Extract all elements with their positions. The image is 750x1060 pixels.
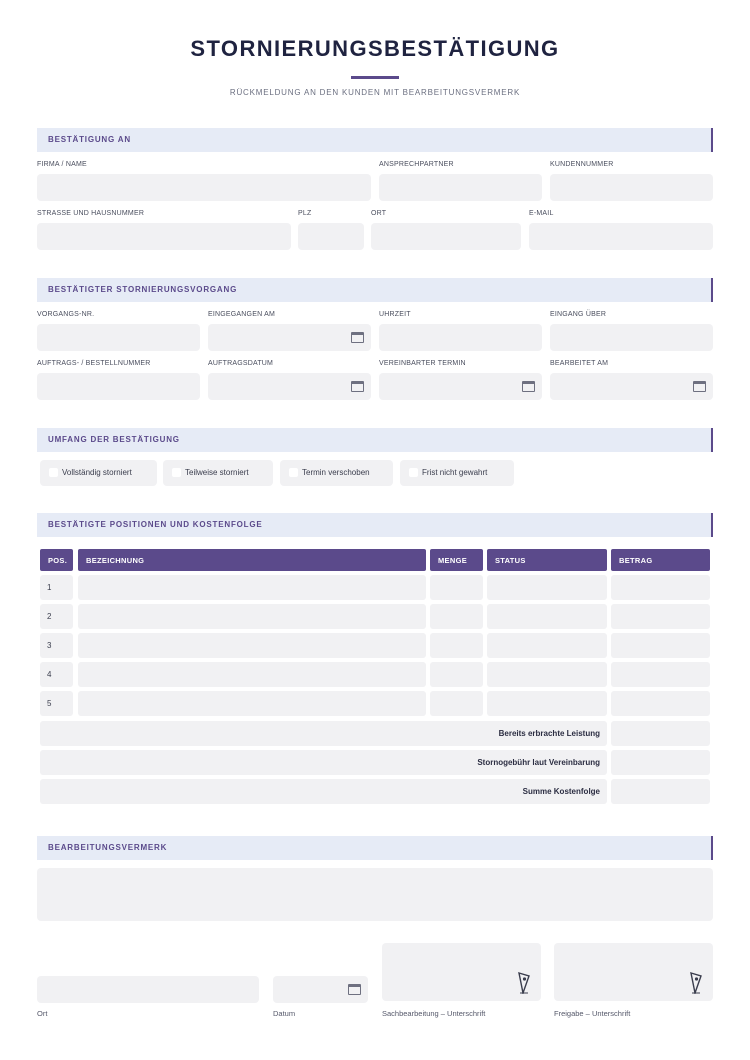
signature-box-approval[interactable] xyxy=(554,943,713,1001)
place-field[interactable] xyxy=(37,976,259,1003)
description-cell[interactable] xyxy=(78,604,426,629)
page-title: STORNIERUNGSBESTÄTIGUNG xyxy=(190,36,560,61)
checkbox-partial-cancel[interactable] xyxy=(163,460,273,486)
amount-cell[interactable] xyxy=(611,604,710,629)
summary-value-total[interactable] xyxy=(611,779,710,804)
signature-clerk-label: Sachbearbeitung – Unterschrift xyxy=(382,1009,486,1018)
description-cell[interactable] xyxy=(78,691,426,716)
contact-field[interactable] xyxy=(379,174,542,201)
company-field[interactable] xyxy=(37,174,371,201)
pos-cell xyxy=(40,575,73,600)
summary-row-services: Bereits erbrachte Leistung xyxy=(40,721,607,746)
checkbox-label: Frist nicht gewahrt xyxy=(422,468,488,477)
qty-cell[interactable] xyxy=(430,604,483,629)
row-number: 3 xyxy=(47,641,52,650)
pos-cell xyxy=(40,691,73,716)
status-cell[interactable] xyxy=(487,633,607,658)
calendar-icon[interactable] xyxy=(348,984,361,995)
pen-icon xyxy=(689,972,703,994)
title-underline xyxy=(351,76,399,79)
col-header-description: BEZEICHNUNG xyxy=(78,549,426,571)
agreed-date-label: VEREINBARTER TERMIN xyxy=(379,360,466,367)
section-process-title: BESTÄTIGTER STORNIERUNGSVORGANG xyxy=(48,285,238,294)
checkbox-label: Termin verschoben xyxy=(302,468,370,477)
status-cell[interactable] xyxy=(487,691,607,716)
signature-box-clerk[interactable] xyxy=(382,943,541,1001)
row-number: 2 xyxy=(47,612,52,621)
section-positions-title: BESTÄTIGTE POSITIONEN UND KOSTENFOLGE xyxy=(48,520,263,529)
case-no-field[interactable] xyxy=(37,324,200,351)
summary-row-total: Summe Kostenfolge xyxy=(40,779,607,804)
calendar-icon[interactable] xyxy=(351,381,364,392)
contact-label: ANSPRECHPARTNER xyxy=(379,161,454,168)
checkbox-label: Teilweise storniert xyxy=(185,468,249,477)
status-cell[interactable] xyxy=(487,604,607,629)
summary-row-fee: Stornogebühr laut Vereinbarung xyxy=(40,750,607,775)
row-number: 1 xyxy=(47,583,52,592)
channel-field[interactable] xyxy=(550,324,713,351)
checkbox-box[interactable] xyxy=(49,468,58,477)
note-textarea[interactable] xyxy=(37,868,713,921)
amount-cell[interactable] xyxy=(611,691,710,716)
page-subtitle: RÜCKMELDUNG AN DEN KUNDEN MIT BEARBEITUNGSVERMERK xyxy=(229,88,521,97)
section-positions xyxy=(37,513,713,537)
row-number: 4 xyxy=(47,670,52,679)
order-no-label: AUFTRAGS- / BESTELLNUMMER xyxy=(37,360,151,367)
pen-icon xyxy=(517,972,531,994)
checkbox-full-cancel[interactable] xyxy=(40,460,157,486)
description-cell[interactable] xyxy=(78,575,426,600)
city-label: ORT xyxy=(371,210,387,217)
amount-cell[interactable] xyxy=(611,633,710,658)
processed-label: BEARBEITET AM xyxy=(550,360,609,367)
summary-value-fee[interactable] xyxy=(611,750,710,775)
col-header-pos: POS. xyxy=(40,549,73,571)
customer-no-field[interactable] xyxy=(550,174,713,201)
zip-label: PLZ xyxy=(298,210,312,217)
pos-cell xyxy=(40,633,73,658)
checkbox-deadline-missed[interactable] xyxy=(400,460,514,486)
calendar-icon[interactable] xyxy=(522,381,535,392)
description-cell[interactable] xyxy=(78,662,426,687)
pos-cell xyxy=(40,662,73,687)
section-scope xyxy=(37,428,713,452)
company-label: FIRMA / NAME xyxy=(37,161,87,168)
email-label: E-MAIL xyxy=(529,210,554,217)
received-label: EINGEGANGEN AM xyxy=(208,311,275,318)
street-label: STRASSE UND HAUSNUMMER xyxy=(37,210,145,217)
checkbox-box[interactable] xyxy=(172,468,181,477)
order-date-label: AUFTRAGSDATUM xyxy=(208,360,274,367)
date-label: Datum xyxy=(273,1009,296,1018)
customer-no-label: KUNDENNUMMER xyxy=(550,161,614,168)
calendar-icon[interactable] xyxy=(693,381,706,392)
received-date-field[interactable] xyxy=(208,324,371,351)
section-note-title: BEARBEITUNGSVERMERK xyxy=(48,843,168,852)
checkbox-box[interactable] xyxy=(409,468,418,477)
city-field[interactable] xyxy=(371,223,521,250)
order-date-field[interactable] xyxy=(208,373,371,400)
amount-cell[interactable] xyxy=(611,662,710,687)
date-field[interactable] xyxy=(273,976,368,1003)
col-header-amount: BETRAG xyxy=(611,549,710,571)
zip-field[interactable] xyxy=(298,223,364,250)
description-cell[interactable] xyxy=(78,633,426,658)
checkbox-box[interactable] xyxy=(289,468,298,477)
case-no-label: VORGANGS-NR. xyxy=(37,311,95,318)
order-no-field[interactable] xyxy=(37,373,200,400)
status-cell[interactable] xyxy=(487,662,607,687)
calendar-icon[interactable] xyxy=(351,332,364,343)
col-header-qty: MENGE xyxy=(430,549,483,571)
processed-date-field[interactable] xyxy=(550,373,713,400)
section-scope-title: UMFANG DER BESTÄTIGUNG xyxy=(48,435,180,444)
col-header-status: STATUS xyxy=(487,549,607,571)
signature-approval-label: Freigabe – Unterschrift xyxy=(554,1009,631,1018)
row-number: 5 xyxy=(47,699,52,708)
summary-value-services[interactable] xyxy=(611,721,710,746)
place-label: Ort xyxy=(37,1009,48,1018)
section-note xyxy=(37,836,713,860)
pos-cell xyxy=(40,604,73,629)
status-cell[interactable] xyxy=(487,575,607,600)
qty-cell[interactable] xyxy=(430,633,483,658)
channel-label: EINGANG ÜBER xyxy=(550,311,607,318)
qty-cell[interactable] xyxy=(430,662,483,687)
agreed-date-field[interactable] xyxy=(379,373,542,400)
qty-cell[interactable] xyxy=(430,575,483,600)
section-recipient-title: BESTÄTIGUNG AN xyxy=(48,135,131,144)
section-recipient xyxy=(37,128,713,152)
checkbox-label: Vollständig storniert xyxy=(62,468,132,477)
time-field[interactable] xyxy=(379,324,542,351)
section-process xyxy=(37,278,713,302)
qty-cell[interactable] xyxy=(430,691,483,716)
time-label: UHRZEIT xyxy=(379,311,411,318)
checkbox-rescheduled[interactable] xyxy=(280,460,393,486)
street-field[interactable] xyxy=(37,223,291,250)
amount-cell[interactable] xyxy=(611,575,710,600)
email-field[interactable] xyxy=(529,223,713,250)
